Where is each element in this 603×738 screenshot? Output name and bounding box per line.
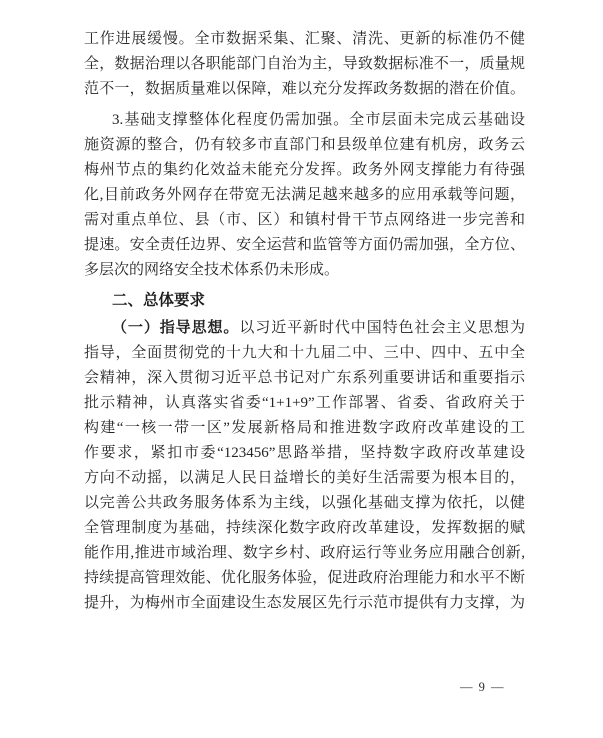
text-line: 构建“一核一带一区”发展新格局和推进数字政府改革建设的工 bbox=[84, 420, 525, 436]
text-line: 施资源的整合，仍有较多市直部门和县级单位建有机房，政务云 bbox=[84, 137, 525, 153]
text-line: 需对重点单位、县（市、区）和镇村骨干节点网络进一步完善和 bbox=[84, 212, 525, 228]
text-line: 批示精神，认真落实省委“1+1+9”工作部署、省委、省政府关于 bbox=[84, 395, 525, 411]
text-line: 指导，全面贯彻党的十九大和十九届二中、三中、四中、五中全 bbox=[84, 345, 525, 361]
text-line: 持续提高管理效能、优化服务体验，促进政府治理能力和水平不断 bbox=[84, 570, 525, 586]
text-line: 提速。安全责任边界、安全运营和监管等方面仍需加强，全方位、 bbox=[84, 237, 525, 253]
page-number: — 9 — bbox=[460, 680, 505, 694]
paragraph-infrastructure-support bbox=[84, 108, 525, 283]
guiding-ideology-first-line-rest: 以习近平新时代中国特色社会主义思想为 bbox=[239, 320, 525, 336]
guiding-ideology-lead-in: （一）指导思想。 bbox=[112, 320, 240, 336]
text-line: 多层次的网络安全技术体系仍未形成。 bbox=[84, 262, 340, 278]
text-line: 提升，为梅州市全面建设生态发展区先行示范市提供有力支撑，为 bbox=[84, 595, 525, 611]
text-line bbox=[84, 316, 525, 341]
text-line: 3.基础支撑整体化程度仍需加强。全市层面未完成云基础设 bbox=[112, 112, 525, 128]
paragraph-data-quality bbox=[84, 27, 525, 102]
text-line: 作要求，紧扣市委“123456”思路举措，坚持数字政府改革建设 bbox=[84, 445, 525, 461]
text-line: 能作用,推进市域治理、数字乡村、政府运行等业务应用融合创新, bbox=[84, 545, 525, 561]
text-line: 以完善公共政务服务体系为主线，以强化基础支撑为依托，以健 bbox=[84, 495, 525, 511]
text-line: 会精神，深入贯彻习近平总书记对广东系列重要讲话和重要指示 bbox=[84, 370, 525, 386]
section-heading-overall-requirements: 二、总体要求 bbox=[112, 292, 206, 309]
text-line: 工作进展缓慢。全市数据采集、汇聚、清洗、更新的标准仍不健 bbox=[84, 31, 525, 47]
text-line: 全，数据治理以各职能部门自治为主，导致数据标准不一，质量规 bbox=[84, 56, 525, 72]
text-line: 化,目前政务外网存在带宽无法满足越来越多的应用承载等问题， bbox=[84, 187, 525, 203]
document-body bbox=[84, 27, 525, 616]
paragraph-guiding-ideology bbox=[84, 316, 525, 616]
text-line: 全管理制度为基础，持续深化数字政府改革建设，发挥数据的赋 bbox=[84, 520, 525, 536]
text-line: 方向不动摇，以满足人民日益增长的美好生活需要为根本目的， bbox=[84, 470, 525, 486]
text-line: 范不一，数据质量难以保障，难以充分发挥政务数据的潜在价值。 bbox=[84, 81, 525, 97]
text-line: 梅州节点的集约化效益未能充分发挥。政务外网支撑能力有待强 bbox=[84, 162, 525, 178]
